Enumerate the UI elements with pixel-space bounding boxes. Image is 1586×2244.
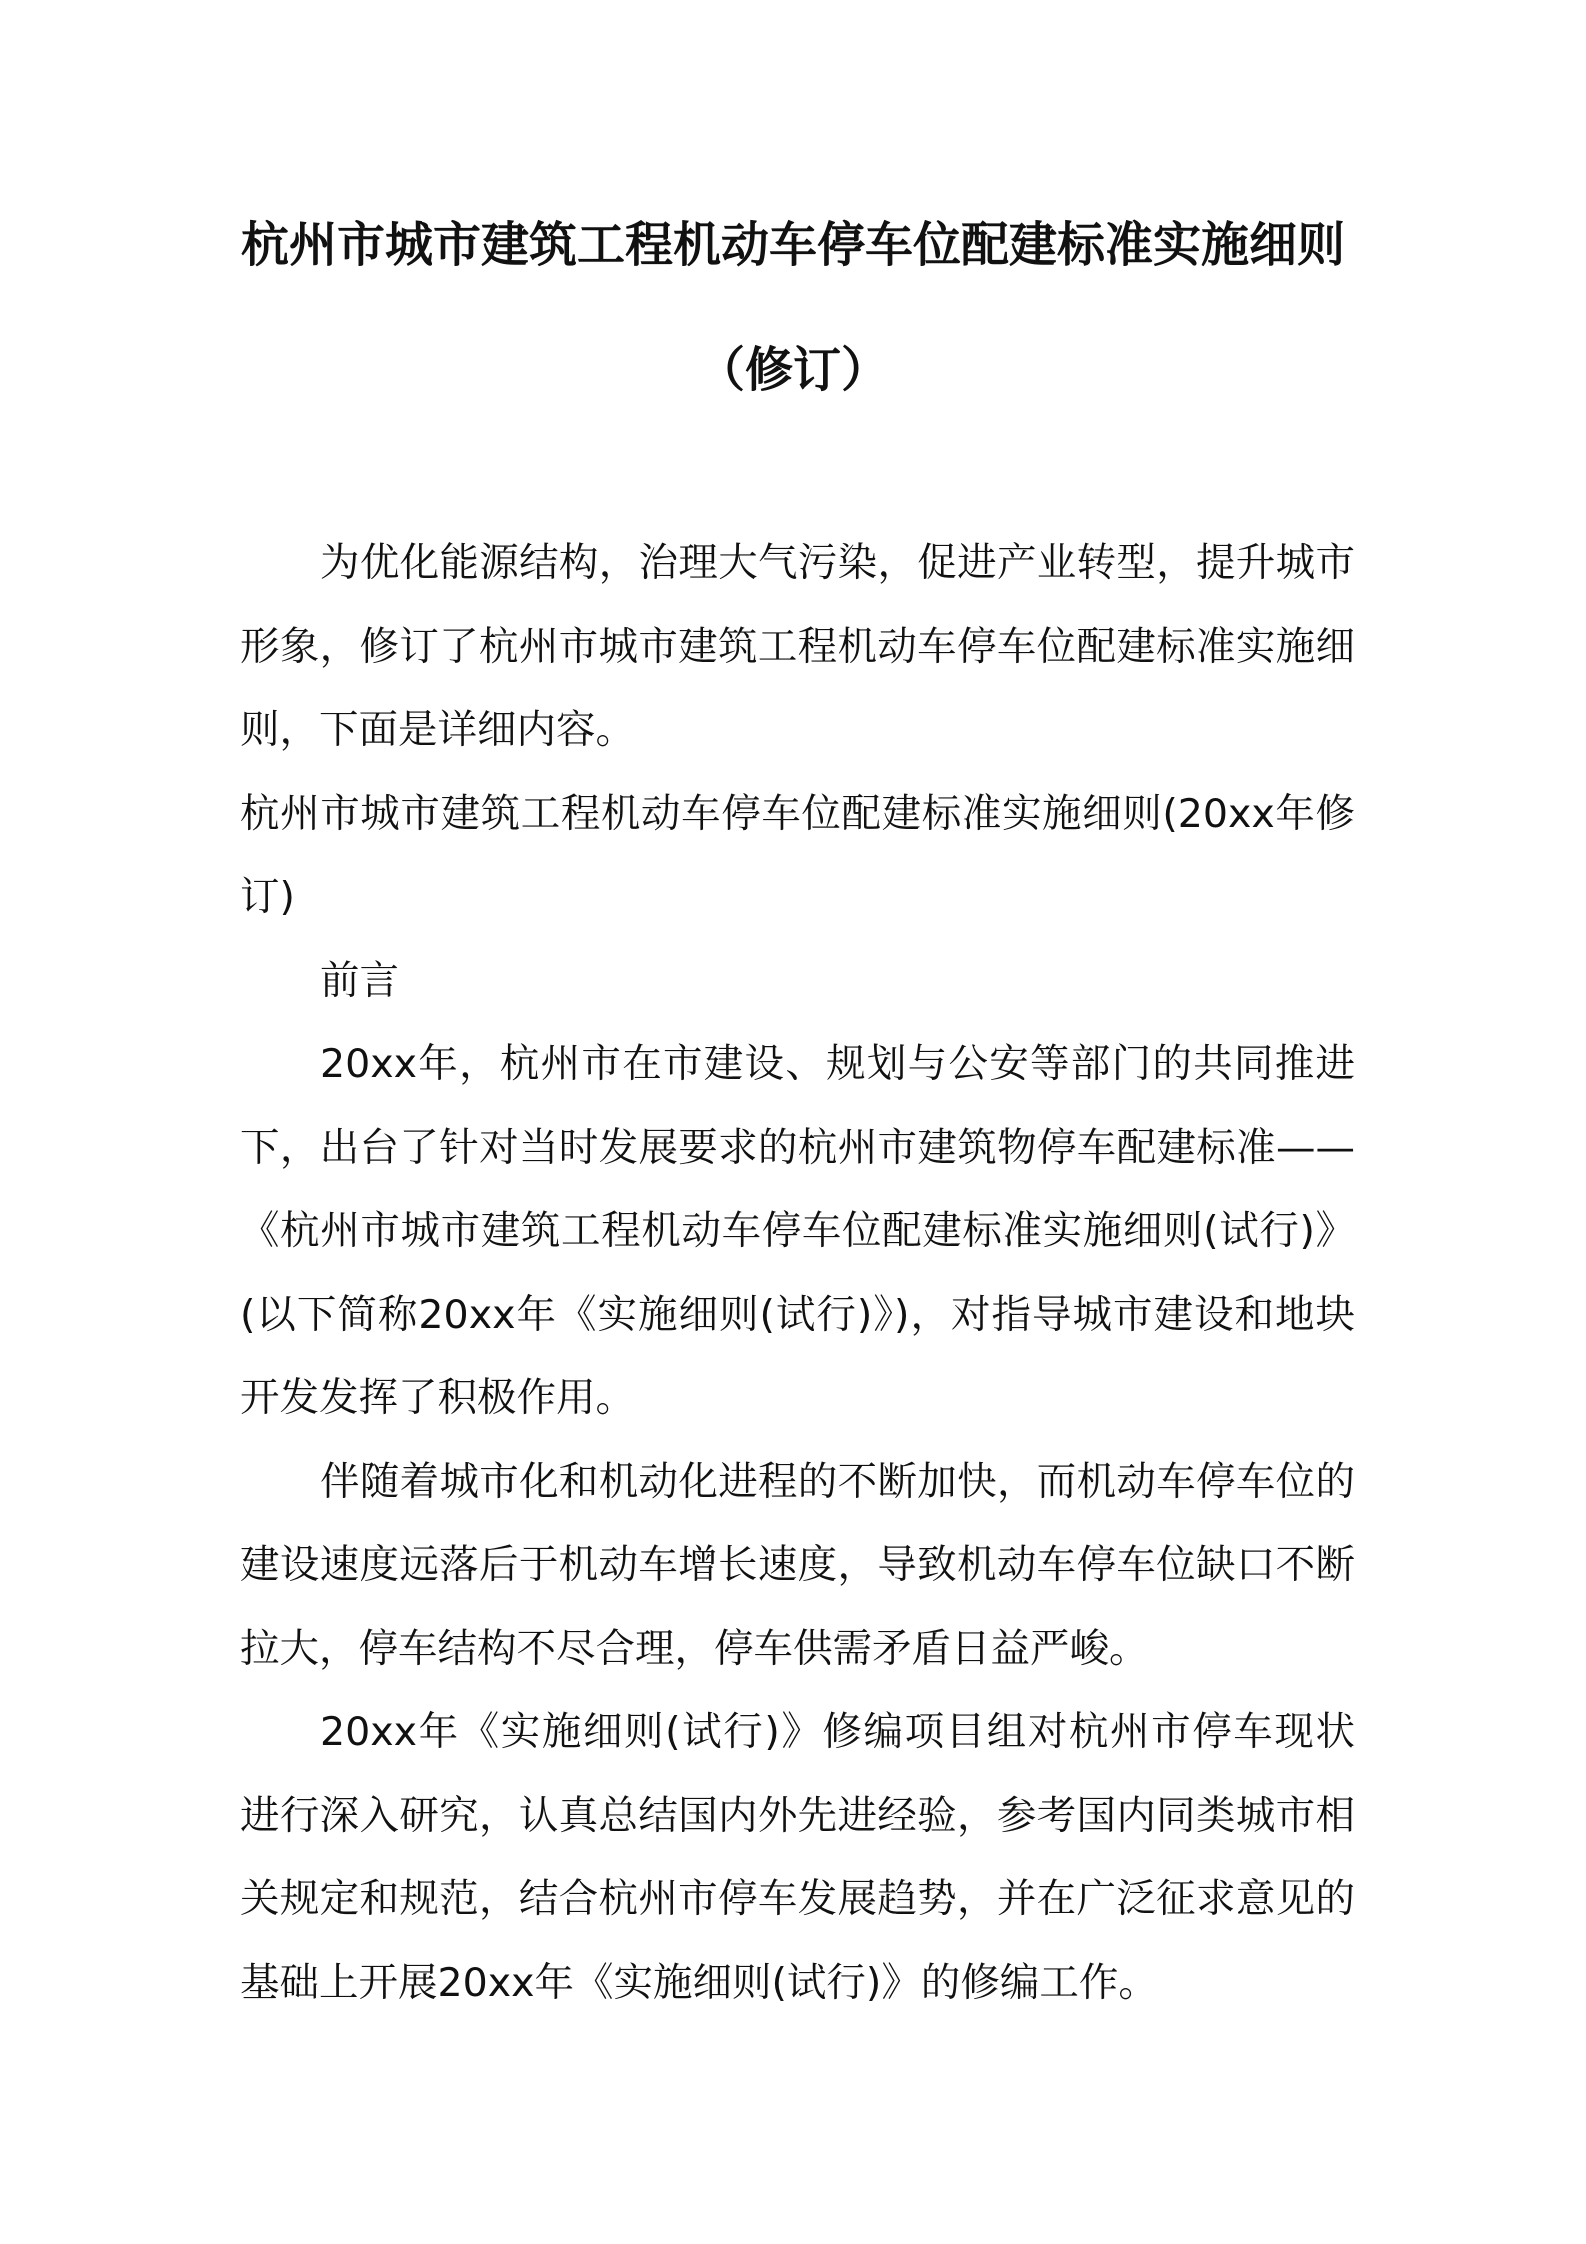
body-paragraph: 20xx年《实施细则(试行)》修编项目组对杭州市停车现状进行深入研究，认真总结国内外先进经验，参考国内同类城市相关规定和规范，结合杭州市停车发展趋势，并在广泛征求意见的基础上开展20xx年《实施细则(试行)》的修编工作。 [240,1709,1355,2006]
intro-paragraph: 为优化能源结构，治理大气污染，促进产业转型，提升城市形象，修订了杭州市城市建筑工程机动车停车位配建标准实施细则，下面是详细内容。 [240,540,1355,753]
body-paragraph: 20xx年，杭州市在市建设、规划与公安等部门的共同推进下，出台了针对当时发展要求的杭州市建筑物停车配建标准——《杭州市城市建筑工程机动车停车位配建标准实施细则(试行)》(以下简称20xx年《实施细则(试行)》)，对指导城市建设和地块开发发挥了积极作用。 [240,1041,1355,1421]
section-heading: 杭州市城市建筑工程机动车停车位配建标准实施细则(20xx年修订) [240,790,1355,920]
document-body [240,522,1355,2025]
preface-heading: 前言 [320,957,399,1004]
body-paragraph: 伴随着城市化和机动化进程的不断加快，而机动车停车位的建设速度远落后于机动车增长速度，导致机动车停车位缺口不断拉大，停车结构不尽合理，停车供需矛盾日益严峻。 [240,1458,1355,1672]
document-title: 杭州市城市建筑工程机动车停车位配建标准实施细则 [240,217,1345,273]
document-subtitle: （修订） [696,342,889,398]
